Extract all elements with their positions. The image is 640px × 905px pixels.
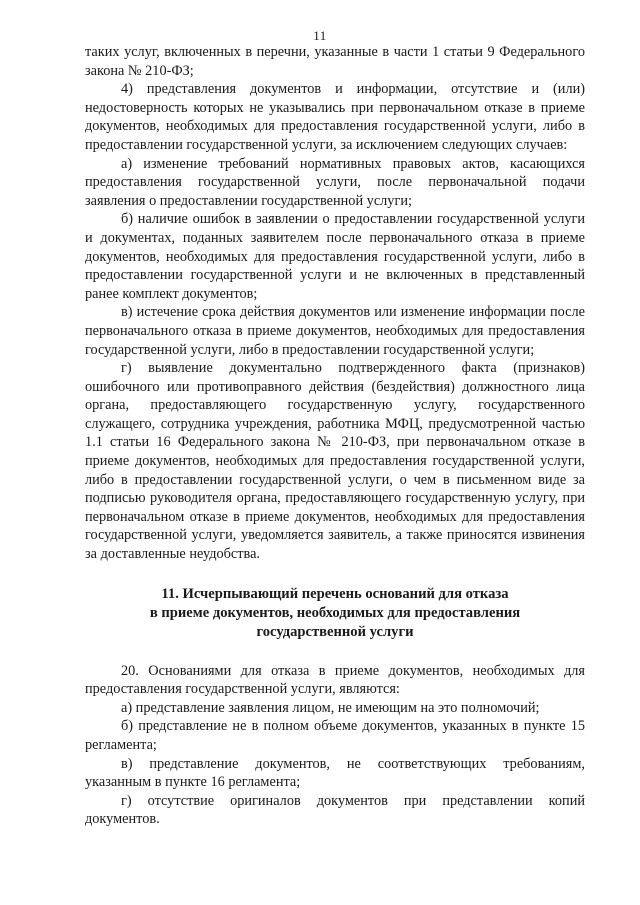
paragraph-subitem-b: б) наличие ошибок в заявлении о предоставлении государственной услуги и документах, поданных заявителем после первоначального отказа в приеме документов, необходимых для предоставления государственной услуги, либо в предоставлении государственной услуги и не включенных в представленный ранее комплект документов;: [85, 211, 585, 302]
paragraph-subitem-v: в) истечение срока действия документов или изменение информации после первоначального отказа в приеме документов, необходимых для предоставления государственной услуги, либо в предоставлении государственной услуги;: [85, 304, 585, 358]
paragraph-continuation: таких услуг, включенных в перечни, указанные в части 1 статьи 9 Федерального закона № 210-ФЗ;: [85, 44, 585, 79]
paragraph-ground-v: в) представление документов, не соответствующих требованиям, указанным в пункте 16 регламента;: [85, 755, 585, 791]
page-number: 11: [313, 28, 327, 43]
paragraph-subitem-a: а) изменение требований нормативных правовых актов, касающихся предоставления государственной услуги, после первоначальной подачи заявления о предоставлении государственной услуги;: [85, 155, 585, 209]
paragraph-ground-a: а) представление заявления лицом, не имеющим на это полномочий;: [121, 699, 540, 716]
section-heading-line: 11. Исчерпывающий перечень оснований для отказа: [161, 585, 509, 602]
section-heading: [85, 585, 585, 642]
paragraph-ground-b: б) представление не в полном объеме документов, указанных в пункте 15 регламента;: [85, 718, 585, 753]
document-body: [85, 43, 585, 829]
paragraph-clause-20: 20. Основаниями для отказа в приеме документов, необходимых для предоставления государственной услуги, являются:: [85, 662, 585, 698]
section-heading-line: государственной услуги: [256, 623, 414, 640]
paragraph-ground-g: г) отсутствие оригиналов документов при представлении копий документов.: [85, 792, 585, 828]
paragraph-subitem-g: г) выявление документально подтвержденного факта (признаков) ошибочного или противоправного действия (бездействия) должностного лица органа, предоставляющего государственную услугу, государственного служащего, сотрудника учреждения, работника МФЦ, предусмотренной частью 1.1 статьи 16 Федерального закона № 210-ФЗ, при первоначальном отказе в приеме документов, необходимых для предоставления государственной услуги, либо в предоставлении государственной услуги, о чем в письменном виде за подписью руководителя органа, предоставляющего государственную услугу, при первоначальном отказе в приеме документов, необходимых для предоставления государственной услуги, уведомляется заявитель, а также приносятся извинения за доставленные неудобства.: [85, 360, 585, 563]
section-heading-line: в приеме документов, необходимых для предоставления: [149, 604, 521, 621]
paragraph-item-4: 4) представления документов и информации, отсутствие и (или) недостоверность которых не указывались при первоначальном отказе в приеме документов, необходимых для предоставления государственной услуги, либо в предоставлении государственной услуги, за исключением следующих случаев:: [85, 81, 585, 153]
